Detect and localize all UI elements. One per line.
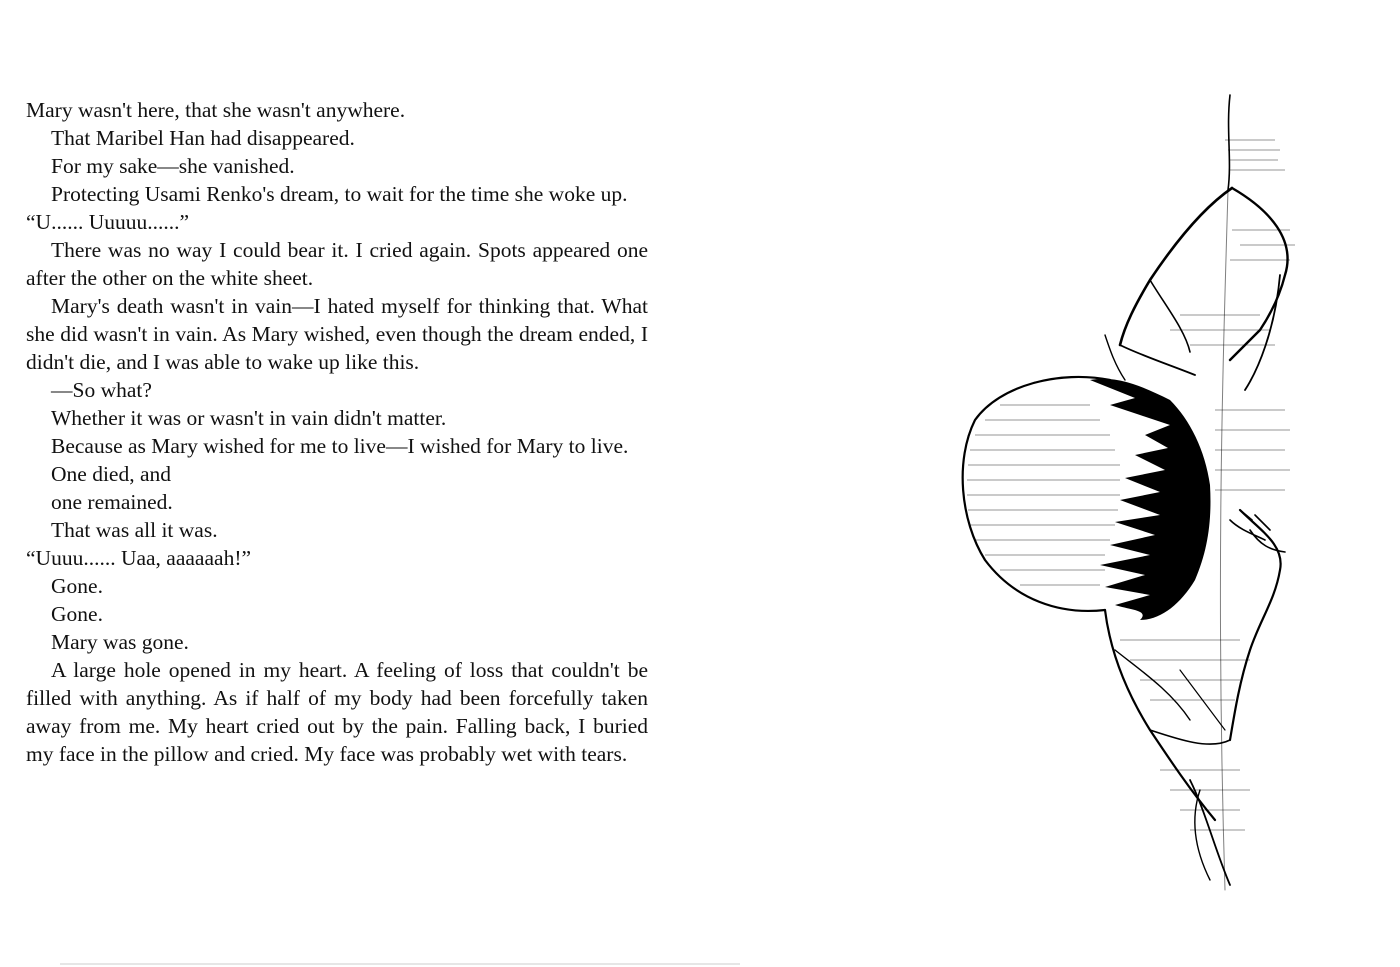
- paragraph: —So what?: [51, 378, 152, 402]
- pillow-outline: [1228, 95, 1230, 190]
- sleeve-upper: [1230, 188, 1288, 360]
- hand-outline: [1230, 510, 1285, 552]
- dialogue-line: “Uuuu...... Uaa, aaaaaah!”: [26, 546, 252, 570]
- paragraph: one remained.: [51, 490, 173, 514]
- page-bottom-edge: [60, 963, 740, 965]
- hair-shading: [1090, 379, 1210, 620]
- paragraph: Mary was gone.: [51, 630, 189, 654]
- text-page: [26, 96, 648, 768]
- girl-on-pillow-illustration: [940, 90, 1320, 900]
- paragraph: One died, and: [51, 462, 172, 486]
- paragraph: That Maribel Han had disappeared.: [51, 126, 355, 150]
- paragraph: For my sake—she vanished.: [51, 154, 295, 178]
- head-outline: [963, 377, 1110, 611]
- paragraph: Because as Mary wished for me to live—I wished for Mary to live.: [51, 434, 629, 458]
- paragraph: There was no way I could bear it. I cried again. Spots appeared one after the other on the white sheet.: [26, 238, 648, 290]
- paragraph: Gone.: [51, 574, 103, 598]
- paragraph: A large hole opened in my heart. A feeling of loss that couldn't be filled with anything. As if half of my body had been forcefully taken away from me. My heart cried out by the pain. Falling back, I buried my face in the pillow and cried. My face was probably wet with tears.: [26, 658, 648, 766]
- paragraph: Protecting Usami Renko's dream, to wait for the time she woke up.: [51, 182, 628, 206]
- torso-outline: [1230, 510, 1281, 740]
- dialogue-line: “U...... Uuuuu......”: [26, 210, 190, 234]
- paragraph: Mary's death wasn't in vain—I hated myself for thinking that. What she did wasn't in vain. As Mary wished, even though the dream ended, I didn't die, and I was able to wake up like this.: [26, 294, 648, 374]
- paragraph: That was all it was.: [51, 518, 218, 542]
- paragraph: Mary wasn't here, that she wasn't anywhere.: [26, 98, 406, 122]
- paragraph: Gone.: [51, 602, 103, 626]
- paragraph: Whether it was or wasn't in vain didn't matter.: [51, 406, 447, 430]
- hatching-lines: [967, 140, 1295, 830]
- sketch-drawing: [940, 90, 1320, 900]
